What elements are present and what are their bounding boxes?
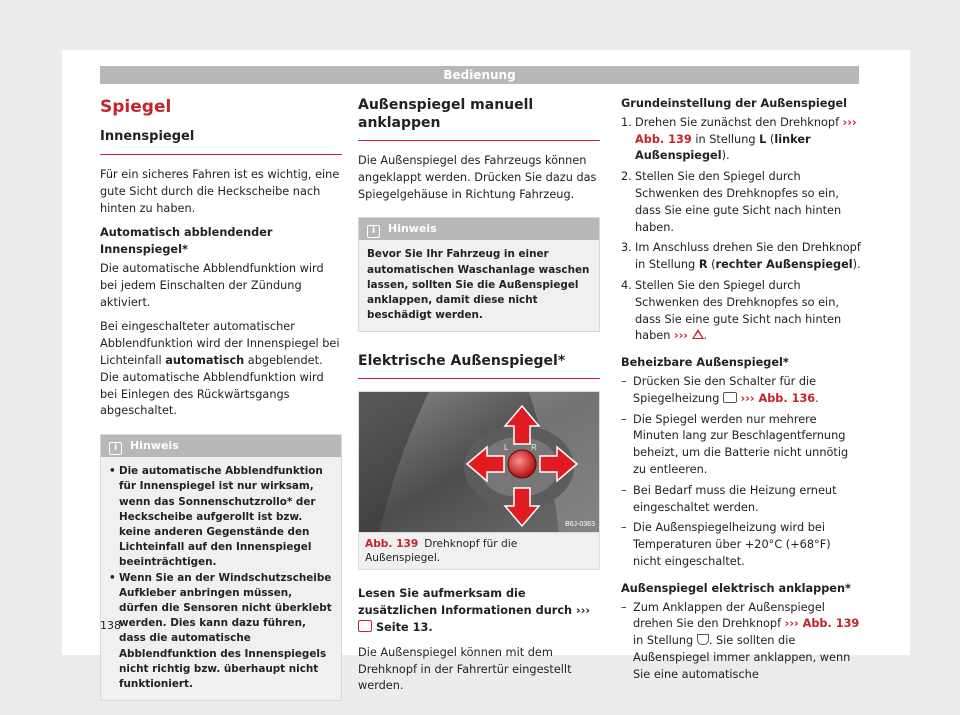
note-bullet: • Wenn Sie an der Windschutzscheibe Aufkleber anbringen müssen, dürfen die Sensoren nicht überklebt werden. Dies kann dazu führen, dass die automatische Abblendfunktion des Innenspiegels nicht richtig bzw. überhaupt nicht funktioniert. <box>109 571 333 693</box>
intro-paragraph: Für ein sicheres Fahren ist es wichtig, eine gute Sicht durch die Heckscheibe nach hinten zu haben. <box>100 168 340 215</box>
text-run: . Sie sollten die Außenspiegel immer anklappen, wenn Sie eine automatische <box>633 634 851 681</box>
text-run: Bei eingeschalteter automatischer Abblendfunktion wird der Innenspiegel bei Lichteinfall <box>100 320 340 367</box>
mirror-heating-icon <box>723 392 737 403</box>
text-run: in Stellung <box>691 132 760 146</box>
text-run: ( <box>707 258 716 272</box>
text-run: Zum Anklappen der Außenspiegel drehen Sie den Drehknopf <box>633 600 825 631</box>
warning-icon <box>692 329 704 339</box>
fold-heading: Außenspiegel elektrisch anklappen* <box>621 581 851 595</box>
text-run: Im Anschluss drehen Sie den Drehknopf in Stellung <box>635 241 861 272</box>
mirror-fold-icon <box>697 634 709 645</box>
note-box <box>100 434 342 701</box>
step-item <box>621 278 861 345</box>
note-bullet: • Die automatische Abblendfunktion für Innenspiegel ist nur wirksam, wenn das Sonnenschutzrollo* der Heckscheibe aufgerollt ist bzw. keine anderen Gegenstände den Lichteinfall auf den Innenspiegel beeinträchtigen. <box>109 464 333 570</box>
step-item <box>621 240 861 274</box>
text-run: . <box>703 329 708 343</box>
text-run: Lesen Sie aufmerksam die zusätzlichen Informationen durch <box>358 587 573 618</box>
text-run: Seite 13. <box>375 621 433 634</box>
note-header <box>359 218 599 240</box>
steps-list <box>621 115 861 345</box>
basic-setting-heading: Grundeinstellung der Außenspiegel <box>621 97 848 110</box>
step-number: 4. <box>621 278 632 292</box>
step-item <box>621 115 861 165</box>
section-header: Bedienung <box>100 66 859 84</box>
figure-caption <box>358 533 600 570</box>
text-run: Stellen Sie den Spiegel durch Schwenken des Drehknopfes so ein, dass Sie eine gute Sicht nach hinten haben. <box>635 170 842 234</box>
section-heading-innenspiegel: Innenspiegel <box>100 128 342 155</box>
text-run: abgeblendet. Die automatische Abblendfunktion wird bei Einlegen des Rückwärtsgangs abgeschaltet. <box>100 353 324 418</box>
heated-item: – Die Spiegel werden nur mehrere Minuten lang zur Beschlagentfernung beheizt, um die Batterie nicht unnötig zu entleeren. <box>621 412 861 479</box>
section-heading-manual-fold: Außenspiegel manuell anklappen <box>358 96 600 141</box>
text-run: ). <box>852 258 861 272</box>
chapter-title: Spiegel <box>100 97 172 117</box>
figure-reference: ››› Abb. 139 <box>635 115 857 146</box>
text-run: ). <box>721 149 730 163</box>
text-run-bold: rechter Außenspiegel <box>715 258 853 272</box>
knob-letter-l: L <box>504 443 509 453</box>
column-right <box>621 96 861 688</box>
text-run: Drücken Sie den Schalter für die Spiegelheizung <box>633 374 817 405</box>
info-icon: i <box>109 442 122 455</box>
auto-dimming-text-1: Die automatische Abblendfunktion wird bei jedem Einschalten der Zündung aktiviert. <box>100 261 324 309</box>
page-number: 138 <box>100 619 121 632</box>
knob-letter-r: R <box>531 443 537 453</box>
section-heading-electric-mirrors: Elektrische Außenspiegel* <box>358 352 600 379</box>
mirror-knob-photo <box>359 392 599 532</box>
figure-reference: ››› Abb. 136 <box>740 391 816 405</box>
text-run: . <box>815 391 819 405</box>
auto-dimming-text-2 <box>100 319 342 420</box>
text-run: Stellen Sie den Spiegel durch Schwenken des Drehknopfes so ein, dass Sie eine gute Sicht nach hinten haben <box>635 278 842 343</box>
read-more-text <box>358 586 600 636</box>
note-box <box>358 217 600 332</box>
step-number: 3. <box>621 241 632 255</box>
step-number: 2. <box>621 170 632 184</box>
column-middle <box>358 96 600 703</box>
book-icon <box>358 620 372 632</box>
heated-item <box>621 374 861 408</box>
caption-label: Abb. 139 <box>365 538 419 551</box>
column-left <box>100 96 342 715</box>
text-run-bold: linker Außenspiegel <box>635 132 811 163</box>
figure-code: B6J-0363 <box>565 521 595 529</box>
figure-reference: ››› Abb. 139 <box>784 617 860 631</box>
text-run-bold: automatisch <box>165 353 245 367</box>
manual-fold-text: Die Außenspiegel des Fahrzeugs können angeklappt werden. Drücken Sie dazu das Spiegelgehäuse in Richtung Fahrzeug. <box>358 154 597 201</box>
info-icon: i <box>367 225 380 238</box>
heated-heading: Beheizbare Außenspiegel* <box>621 356 789 370</box>
note-header <box>101 435 341 457</box>
text-run-bold: R <box>698 258 708 272</box>
heated-item: – Die Außenspiegelheizung wird bei Temperaturen über +20°C (+68°F) nicht eingeschaltet. <box>621 520 861 570</box>
text-run: Drehen Sie zunächst den Drehknopf <box>635 115 843 129</box>
caption-text: Drehknopf für die Außenspiegel. <box>365 538 518 565</box>
text-run: ››› <box>576 604 591 618</box>
fold-item <box>621 600 861 684</box>
step-number: 1. <box>621 115 632 129</box>
note-label: Hinweis <box>388 222 437 236</box>
note-body <box>101 457 341 700</box>
note-label: Hinweis <box>130 439 179 453</box>
text-run: in Stellung <box>633 634 697 648</box>
electric-mirror-text: Die Außenspiegel können mit dem Drehknopf in der Fahrertür eingestellt werden. <box>358 645 572 693</box>
auto-dimming-heading: Automatisch abblendender Innenspiegel* <box>100 226 273 257</box>
step-item <box>621 169 861 236</box>
text-run: ( <box>766 132 775 146</box>
text-run-bold: L <box>759 132 767 146</box>
note-body: Bevor Sie Ihr Fahrzeug in einer automatischen Waschanlage waschen lassen, sollten Sie die Außenspiegel anklappen, damit diese nicht beschädigt werden. <box>367 248 590 322</box>
figure-reference: ››› <box>673 329 688 343</box>
figure-mirror-knob <box>358 391 600 533</box>
heated-item: – Bei Bedarf muss die Heizung erneut eingeschaltet werden. <box>621 483 861 517</box>
